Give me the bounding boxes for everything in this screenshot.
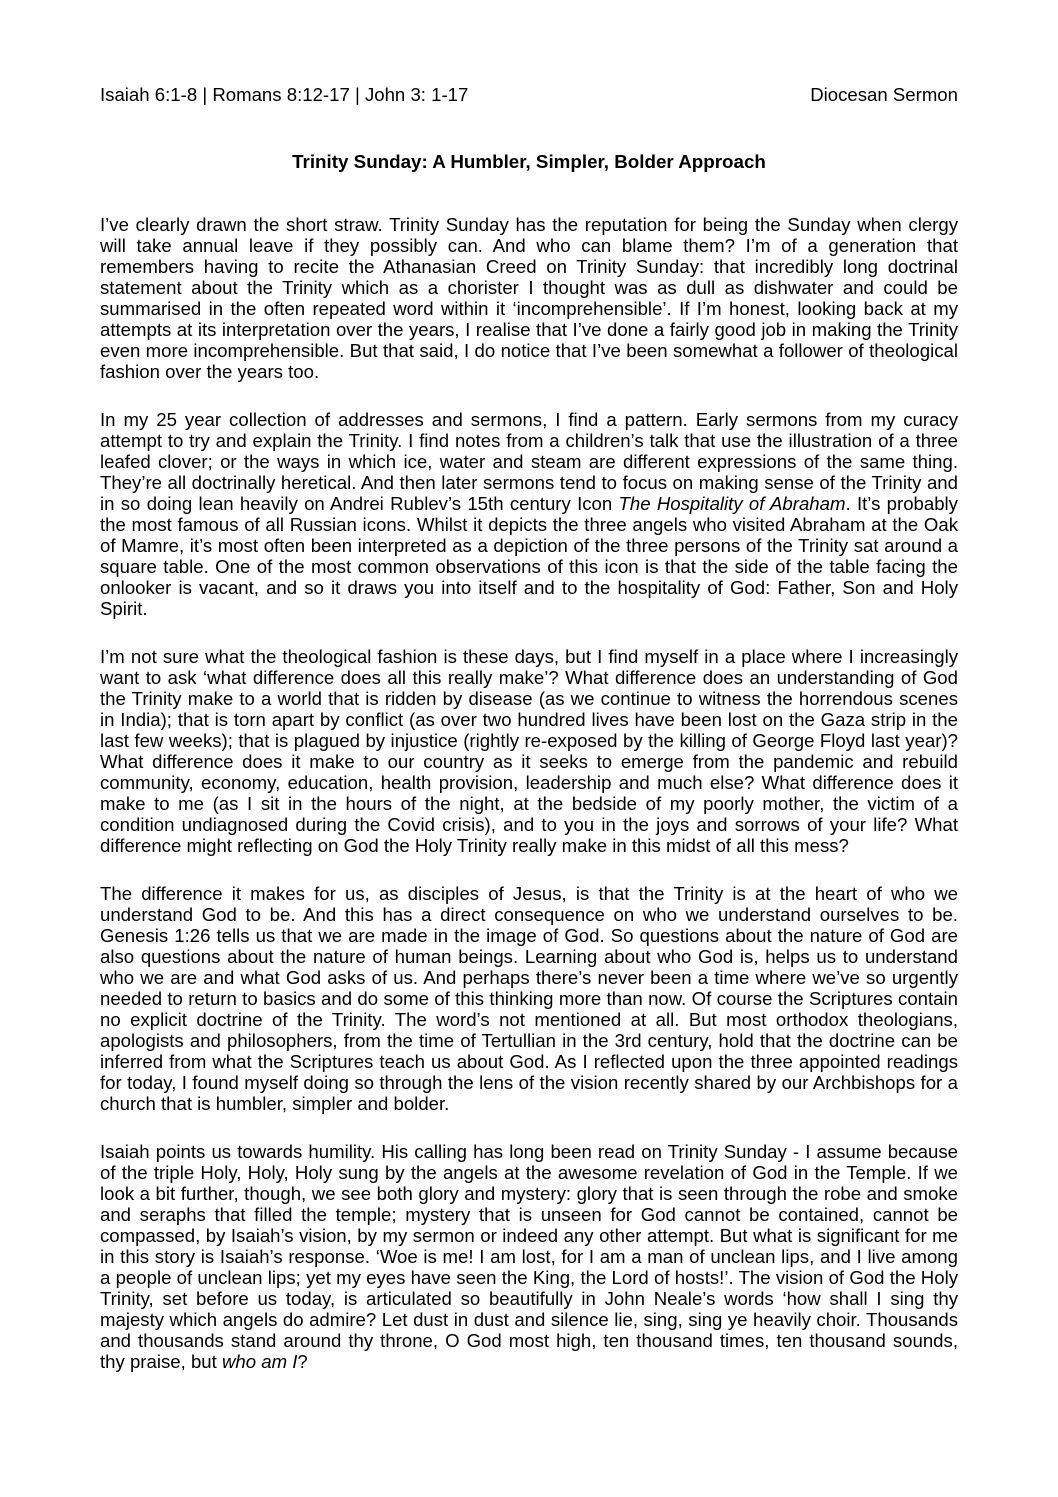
italic-text-segment: who am I bbox=[221, 1351, 298, 1372]
sermon-body bbox=[100, 214, 958, 1372]
sermon-paragraph-2 bbox=[100, 409, 958, 619]
header-readings: Isaiah 6:1-8 | Romans 8:12-17 | John 3: 1-17 bbox=[100, 84, 469, 105]
italic-text-segment: The Hospitality of Abraham bbox=[618, 493, 846, 514]
sermon-paragraph-3 bbox=[100, 646, 958, 856]
text-segment: ? bbox=[297, 1351, 308, 1372]
text-segment: In my 25 year collection of addresses and sermons, I find a pattern. Early sermons from my curacy attempt to try and explain the Trinity. I find notes from a children’s talk that use the illustration of a three leafed clover; or the ways in which ice, water and steam are different expressions of the same thing. They’re all doctrinally heretical. And then later sermons tend to focus on making sense of the Trinity and in so doing lean heavily on Andrei Rublev’s 15th century Icon bbox=[100, 409, 958, 514]
text-segment: The difference it makes for us, as disciples of Jesus, is that the Trinity is at the heart of who we understand God to be. And this has a direct consequence on who we understand ourselves to be. Genesis 1:26 tells us that we are made in the image of God. So questions about the nature of God are also questions about the nature of human beings. Learning about who God is, helps us to understand who we are and what God asks of us. And perhaps there’s never been a time where we’ve so urgently needed to return to basics and do some of this thinking more than now. Of course the Scriptures contain no explicit doctrine of the Trinity. The word’s not mentioned at all. But most orthodox theologians, apologists and philosophers, from the time of Tertullian in the 3rd century, hold that the doctrine can be inferred from what the Scriptures teach us about God. As I reflected upon the three appointed readings for today, I found myself doing so through the lens of the vision recently shared by our Archbishops for a church that is humbler, simpler and bolder. bbox=[100, 883, 958, 1114]
text-segment: Isaiah points us towards humility. His calling has long been read on Trinity Sunday - I assume because of the triple Holy, Holy, Holy sung by the angels at the awesome revelation of God in the Temple. If we look a bit further, though, we see both glory and mystery: glory that is seen through the robe and smoke and seraphs that filled the temple; mystery that is unseen for God cannot be contained, cannot be compassed, by Isaiah’s vision, by my sermon or indeed any other attempt. But what is significant for me in this story is Isaiah’s response. ‘Woe is me! I am lost, for I am a man of unclean lips, and I live among a people of unclean lips; yet my eyes have seen the King, the Lord of hosts!’. The vision of God the Holy Trinity, set before us today, is articulated so beautifully in John Neale’s words ‘how shall I sing thy majesty which angels do admire? Let dust in dust and silence lie, sing, sing ye heavily choir. Thousands and thousands stand around thy throne, O God most high, ten thousand times, ten thousand sounds, thy praise, but bbox=[100, 1141, 958, 1372]
text-segment: . It’s probably the most famous of all Russian icons. Whilst it depicts the three angels who visited Abraham at the Oak of Mamre, it’s most often been interpreted as a depiction of the three persons of the Trinity sat around a square table. One of the most common observations of this icon is that the side of the table facing the onlooker is vacant, and so it draws you into itself and to the hospitality of God: Father, Son and Holy Spirit. bbox=[100, 493, 958, 619]
text-segment: I’ve clearly drawn the short straw. Trinity Sunday has the reputation for being the Sunday when clergy will take annual leave if they possibly can. And who can blame them? I’m of a generation that remembers having to recite the Athanasian Creed on Trinity Sunday: that incredibly long doctrinal statement about the Trinity which as a chorister I thought was as dull as dishwater and could be summarised in the often repeated word within it ‘incomprehensible’. If I’m honest, looking back at my attempts at its interpretation over the years, I realise that I’ve done a fairly good job in making the Trinity even more incomprehensible. But that said, I do notice that I’ve been somewhat a follower of theological fashion over the years too. bbox=[100, 214, 958, 382]
sermon-paragraph-1 bbox=[100, 214, 958, 382]
sermon-paragraph-4 bbox=[100, 883, 958, 1114]
sermon-paragraph-5 bbox=[100, 1141, 958, 1372]
page-header bbox=[100, 84, 958, 105]
header-document-label: Diocesan Sermon bbox=[810, 84, 958, 105]
sermon-title: Trinity Sunday: A Humbler, Simpler, Bolder Approach bbox=[292, 151, 766, 172]
text-segment: I’m not sure what the theological fashion is these days, but I find myself in a place where I increasingly want to ask ‘what difference does all this really make’? What difference does an understanding of God the Trinity make to a world that is ridden by disease (as we continue to witness the horrendous scenes in India); that is torn apart by conflict (as over two hundred lives have been lost on the Gaza strip in the last few weeks); that is plagued by injustice (rightly re-exposed by the killing of George Floyd last year)? What difference does it make to our country as it seeks to emerge from the pandemic and rebuild community, economy, education, health provision, leadership and much else? What difference does it make to me (as I sit in the hours of the night, at the bedside of my poorly mother, the victim of a condition undiagnosed during the Covid crisis), and to you in the joys and sorrows of your life? What difference might reflecting on God the Holy Trinity really make in this midst of all this mess? bbox=[100, 646, 958, 856]
